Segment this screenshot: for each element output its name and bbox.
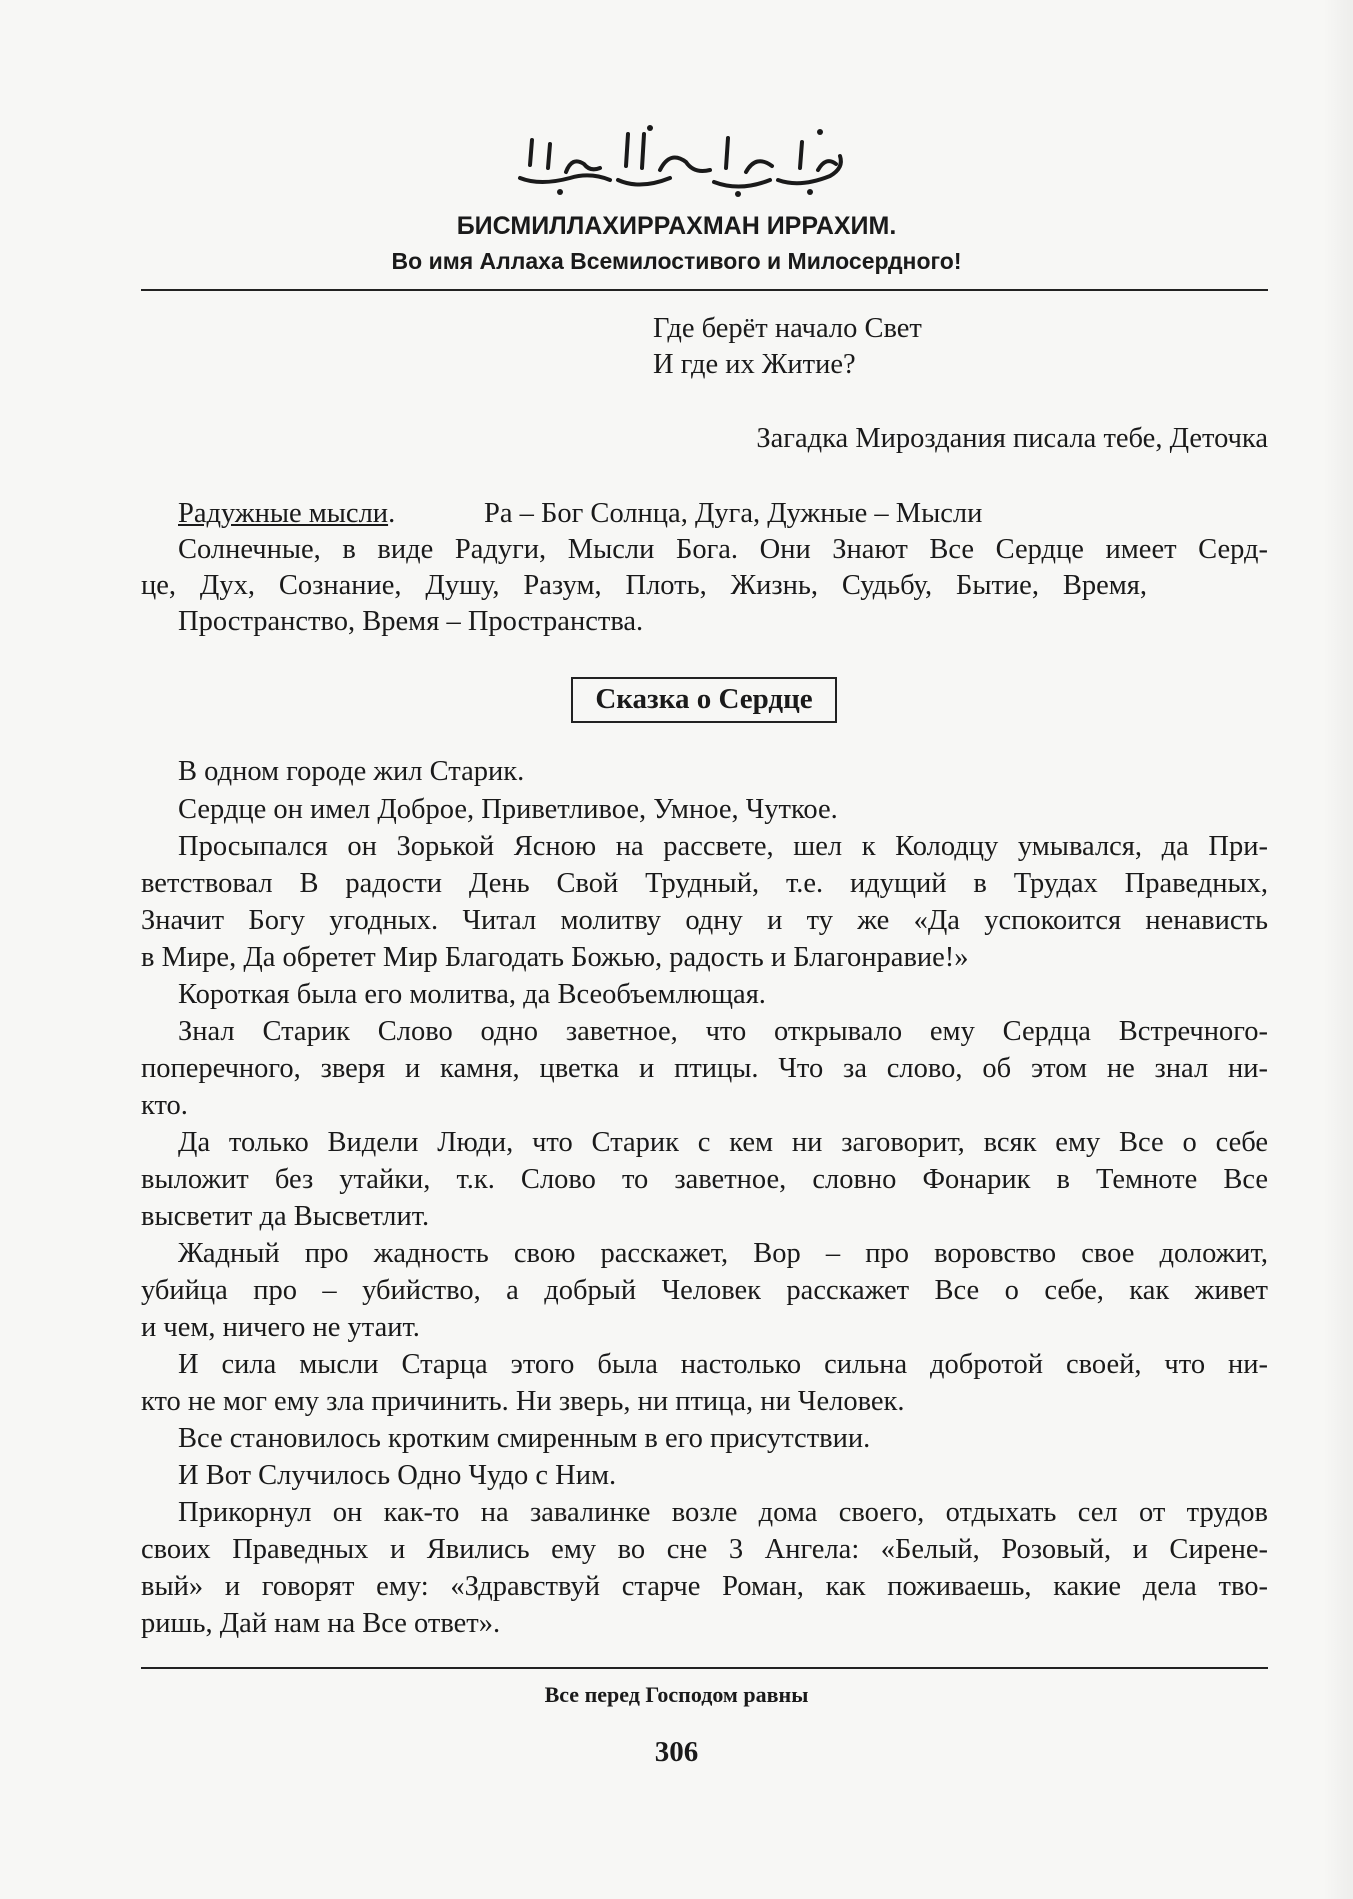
poem-attribution: Загадка Мироздания писала тебе, Деточка [756, 423, 1268, 454]
story-line: Значит Богу угодных. Читал молитву одну и ту же «Да успокоится ненависть [141, 905, 1268, 936]
rainbow-line-3: це, Дух, Сознание, Душу, Разум, Плоть, Жизнь, Судьбу, Бытие, Время, [141, 570, 1147, 601]
story-line: И сила мысли Старца этого была настолько сильна добротой своей, что ни- [178, 1349, 1268, 1380]
story-line: Все становилось кротким смиренным в его присутствии. [178, 1423, 871, 1454]
story-line: Сердце он имел Доброе, Приветливое, Умное, Чуткое. [178, 794, 838, 825]
footer-note: Все перед Господом равны [544, 1682, 809, 1707]
header-title: БИСМИЛЛАХИРРАХМАН ИРРАХИМ. [456, 212, 897, 240]
story-line: и чем, ничего не утаит. [141, 1312, 420, 1343]
poem-line-1: Где берёт начало Свет [653, 313, 922, 344]
story-line: Да только Видели Люди, что Старик с кем ни заговорит, всяк ему Все о себе [178, 1127, 1268, 1158]
story-line: И Вот Случилось Одно Чудо с Ним. [178, 1460, 617, 1491]
story-line: В одном городе жил Старик. [178, 756, 525, 787]
rainbow-term-line [178, 496, 395, 532]
story-line: убийца про – убийство, а добрый Человек расскажет Все о себе, как живет [141, 1275, 1268, 1306]
story-line: вый» и говорят ему: «Здравствуй старче Роман, как поживаешь, какие дела тво- [141, 1571, 1268, 1602]
header-divider [141, 289, 1268, 291]
rainbow-term-dot: . [388, 498, 396, 529]
poem-line-2: И где их Житие? [653, 349, 856, 380]
story-line: кто. [141, 1090, 188, 1121]
story-line: выложит без утайки, т.к. Слово то заветное, словно Фонарик в Темноте Все [141, 1164, 1268, 1195]
header-subtitle: Во имя Аллаха Всемилостивого и Милосердного! [391, 248, 962, 274]
story-line: ришь, Дай нам на Все ответ». [141, 1608, 501, 1639]
scan-edge-shadow [1323, 0, 1353, 1899]
rainbow-line-1-rest: Ра – Бог Солнца, Дуга, Дужные – Мысли [484, 498, 983, 529]
basmala-calligraphy [500, 120, 860, 200]
story-line: ветствовал В радости День Свой Трудный, т.е. идущий в Трудах Праведных, [141, 868, 1268, 899]
rainbow-line-2: Солнечные, в виде Радуги, Мысли Бога. Они Знают Все Сердце имеет Серд- [178, 534, 1268, 565]
story-line: Знал Старик Слово одно заветное, что открывало ему Сердца Встречного- [178, 1016, 1268, 1047]
story-title: Сказка о Сердце [571, 677, 837, 723]
rainbow-line-4: Пространство, Время – Пространства. [178, 606, 644, 637]
story-line: кто не мог ему зла причинить. Ни зверь, ни птица, ни Человек. [141, 1386, 905, 1417]
footer-divider [141, 1667, 1268, 1669]
page-number: 306 [654, 1736, 699, 1768]
story-line: в Мире, Да обретет Мир Благодать Божью, радость и Благонравие!» [141, 942, 969, 973]
rainbow-term: Радужные мысли [178, 498, 389, 529]
story-line: своих Праведных и Явились ему во сне 3 Ангела: «Белый, Розовый, и Сирене- [141, 1534, 1268, 1565]
story-line: Прикорнул он как-то на завалинке возле дома своего, отдыхать сел от трудов [178, 1497, 1268, 1528]
story-line: Просыпался он Зорькой Ясною на рассвете, шел к Колодцу умывался, да При- [178, 831, 1268, 862]
story-line: Короткая была его молитва, да Всеобъемлющая. [178, 979, 766, 1010]
story-line: поперечного, зверя и камня, цветка и птицы. Что за слово, об этом не знал ни- [141, 1053, 1268, 1084]
story-line: Жадный про жадность свою расскажет, Вор – про воровство свое доложит, [178, 1238, 1268, 1269]
story-line: высветит да Высветлит. [141, 1201, 430, 1232]
